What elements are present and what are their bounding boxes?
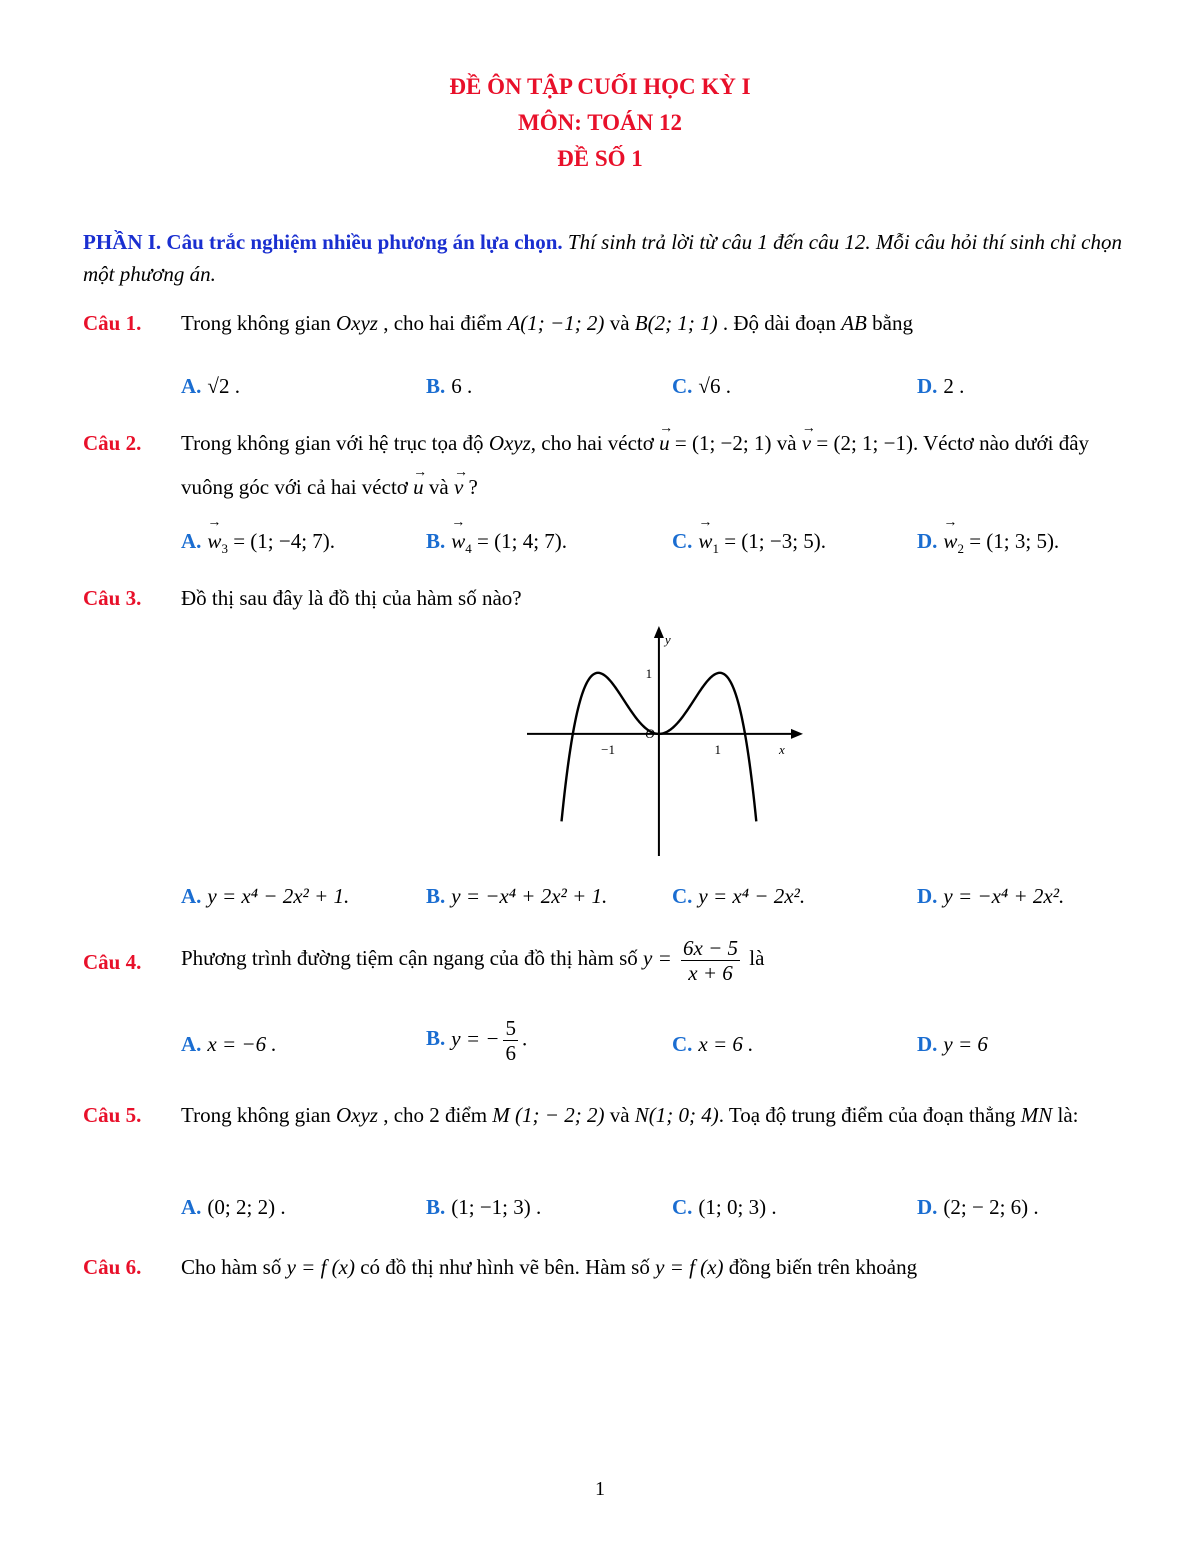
page-number: 1 (595, 1478, 605, 1500)
option-letter: B. (426, 374, 446, 398)
option-value: = (1; 3; 5). (969, 529, 1060, 553)
option-value: (1; 0; 3) . (698, 1195, 777, 1219)
q2-oxyz: Oxyz (488, 431, 531, 455)
q2-t1: Trong không gian với hệ trục tọa độ (181, 431, 484, 455)
q2-vector-v: → v (802, 421, 811, 465)
q3-option-c[interactable] (672, 884, 805, 909)
q4-label: Câu 4. (83, 950, 142, 974)
doc-number: ĐỀ SỐ 1 (557, 146, 643, 171)
option-letter: C. (672, 529, 693, 553)
option-letter: D. (917, 374, 938, 398)
q6-t1: Cho hàm số (181, 1255, 282, 1279)
option-vector-index: 4 (465, 541, 472, 557)
option-value: √6 . (698, 374, 731, 398)
option-letter: C. (672, 884, 693, 908)
q2-option-b[interactable] (426, 529, 567, 557)
q4-t1: Phương trình đường tiệm cận ngang của đồ thị hàm số (181, 946, 638, 970)
q1-t3: và (609, 311, 630, 335)
q3-option-a[interactable] (181, 884, 349, 909)
q4-text (181, 930, 1146, 986)
q1-ab: AB (841, 311, 867, 335)
option-value: y = 6 (943, 1032, 988, 1056)
q2-t4: Véctơ nào dưới đây vuông góc với cả hai véctơ (181, 431, 1090, 499)
option-value: √2 . (207, 374, 240, 398)
q1-label: Câu 1. (83, 311, 142, 335)
option-value: = (1; −4; 7). (233, 529, 336, 553)
option-prefix: y = − (451, 1026, 500, 1051)
q3-option-d[interactable] (917, 884, 1064, 909)
option-numerator: 5 (505, 1016, 516, 1040)
option-letter: B. (426, 1195, 446, 1219)
option-vector-index: 2 (957, 541, 964, 557)
q5-t4: . Toạ độ trung điểm của đoạn thẳng (718, 1103, 1016, 1127)
option-value: x = −6 . (207, 1032, 277, 1056)
q5-t1: Trong không gian (181, 1103, 331, 1127)
q5-option-a[interactable] (181, 1195, 286, 1220)
q6-t2: có đồ thị như hình vẽ bên. Hàm số (360, 1255, 650, 1279)
section-instructions: Thí sinh trả lời từ câu 1 đến câu 12. Mỗi câu hỏi thí sinh chỉ chọn một phương án. (83, 230, 1122, 286)
q2-text (181, 421, 1146, 509)
option-letter: A. (181, 1032, 202, 1056)
q5-t3: và (609, 1103, 630, 1127)
option-letter: D. (917, 1032, 938, 1056)
q1-t4: . Độ dài đoạn (722, 311, 836, 335)
option-letter: A. (181, 1195, 202, 1219)
option-fraction (503, 1016, 518, 1065)
q5-oxyz: Oxyz (336, 1103, 378, 1127)
option-value: = (1; 4; 7). (477, 529, 568, 553)
q2-label: Câu 2. (83, 431, 142, 455)
x-axis-arrow (791, 729, 803, 739)
option-value: y = x⁴ − 2x². (698, 884, 806, 908)
option-value: x = 6 . (698, 1032, 754, 1056)
q2-option-a[interactable] (181, 529, 335, 557)
option-letter: C. (672, 1195, 693, 1219)
q5-t5: là: (1057, 1103, 1079, 1127)
option-suffix: . (521, 1026, 528, 1051)
q5-option-b[interactable] (426, 1195, 541, 1220)
option-value: (2; − 2; 6) . (943, 1195, 1039, 1219)
y-axis-arrow (654, 626, 664, 638)
q5-label: Câu 5. (83, 1103, 142, 1127)
q3-label: Câu 3. (83, 586, 142, 610)
q3-option-b[interactable] (426, 884, 607, 909)
q1-t1: Trong không gian (181, 311, 331, 335)
q1-t5: bằng (872, 311, 913, 335)
q5-option-d[interactable] (917, 1195, 1039, 1220)
q4-fraction (681, 936, 740, 985)
option-letter: D. (917, 1195, 938, 1219)
q4-y: y = (643, 946, 672, 970)
q1-point-b: B(2; 1; 1) (634, 311, 718, 335)
option-letter: C. (672, 374, 693, 398)
option-value: (0; 2; 2) . (207, 1195, 286, 1219)
option-denominator: 6 (505, 1041, 516, 1065)
x-axis-label: x (779, 741, 785, 757)
q4-option-b[interactable] (426, 1016, 527, 1065)
q1-t2: , cho hai điểm (383, 311, 503, 335)
q1-text (181, 301, 1146, 345)
option-value: y = x⁴ − 2x² + 1. (207, 884, 350, 908)
q2-vector-u: → u (659, 421, 670, 465)
option-letter: D. (917, 884, 938, 908)
q4-option-c[interactable] (672, 1032, 753, 1057)
q1-option-a[interactable] (181, 374, 240, 399)
q6-function-1: y = f (x) (286, 1255, 355, 1279)
q2-t3: và (776, 431, 797, 455)
option-vector: → w (451, 529, 465, 554)
origin-label: O (645, 725, 655, 741)
q5-option-c[interactable] (672, 1195, 777, 1220)
doc-subject: MÔN: TOÁN 12 (518, 110, 682, 135)
x-tick-label-minus-1: −1 (601, 741, 615, 757)
option-letter: D. (917, 529, 938, 553)
q4-option-d[interactable] (917, 1032, 988, 1057)
option-value: (1; −1; 3) . (451, 1195, 542, 1219)
q3-text: Đồ thị sau đây là đồ thị của hàm số nào? (181, 586, 522, 610)
option-value: y = −x⁴ + 2x² + 1. (451, 884, 608, 908)
q5-mn: MN (1020, 1103, 1053, 1127)
q5-point-m: M (1; − 2; 2) (492, 1103, 605, 1127)
q1-option-d[interactable] (917, 374, 964, 399)
option-letter: A. (181, 374, 202, 398)
q5-t2: , cho 2 điểm (383, 1103, 488, 1127)
option-letter: C. (672, 1032, 693, 1056)
option-vector: → w (943, 529, 957, 554)
doc-title: ĐỀ ÔN TẬP CUỐI HỌC KỲ I (449, 74, 751, 99)
option-value: 6 . (451, 374, 473, 398)
q4-numerator: 6x − 5 (683, 935, 738, 960)
q1-option-c[interactable] (672, 374, 731, 399)
section-title: PHẦN I. Câu trắc nghiệm nhiều phương án lựa chọn. (83, 230, 563, 254)
q1-option-b[interactable] (426, 374, 472, 399)
option-vector: → w (698, 529, 712, 554)
q6-label: Câu 6. (83, 1255, 142, 1279)
y-axis-label: y (664, 632, 671, 647)
q2-u-value: = (1; −2; 1) (674, 431, 772, 455)
q6-text (181, 1245, 1146, 1289)
option-vector: → w (207, 529, 221, 554)
q5-text (181, 1093, 1146, 1137)
q2-option-d[interactable] (917, 529, 1059, 557)
q1-point-a: A(1; −1; 2) (507, 311, 605, 335)
option-letter: B. (426, 529, 446, 553)
option-value: y = −x⁴ + 2x². (943, 884, 1065, 908)
q1-oxyz: Oxyz (336, 311, 378, 335)
option-letter: A. (181, 529, 202, 553)
q2-vector-v-ref: → v (454, 465, 463, 509)
option-value: 2 . (943, 374, 965, 398)
q2-t5: và (428, 475, 449, 499)
option-letter: B. (426, 884, 446, 908)
section-heading (83, 226, 1143, 290)
option-vector-index: 3 (221, 541, 228, 557)
function-graph (525, 624, 805, 856)
q5-point-n: N(1; 0; 4) (634, 1103, 719, 1127)
q4-option-a[interactable] (181, 1032, 277, 1057)
q6-function-2: y = f (x) (655, 1255, 724, 1279)
option-vector-index: 1 (712, 541, 719, 557)
q2-vector-u-ref: → u (413, 465, 424, 509)
q2-t2: , cho hai véctơ (530, 431, 654, 455)
option-letter: A. (181, 884, 202, 908)
q2-option-c[interactable] (672, 529, 826, 557)
option-value: = (1; −3; 5). (724, 529, 827, 553)
q4-t2: là (749, 946, 765, 970)
q2-v-value: = (2; 1; −1). (816, 431, 919, 455)
q6-t3: đồng biến trên khoảng (728, 1255, 918, 1279)
x-tick-label-1: 1 (714, 741, 722, 757)
q4-denominator: x + 6 (688, 960, 733, 985)
q2-t6: ? (468, 475, 478, 499)
y-tick-label-1: 1 (645, 665, 653, 681)
option-letter: B. (426, 1026, 446, 1051)
